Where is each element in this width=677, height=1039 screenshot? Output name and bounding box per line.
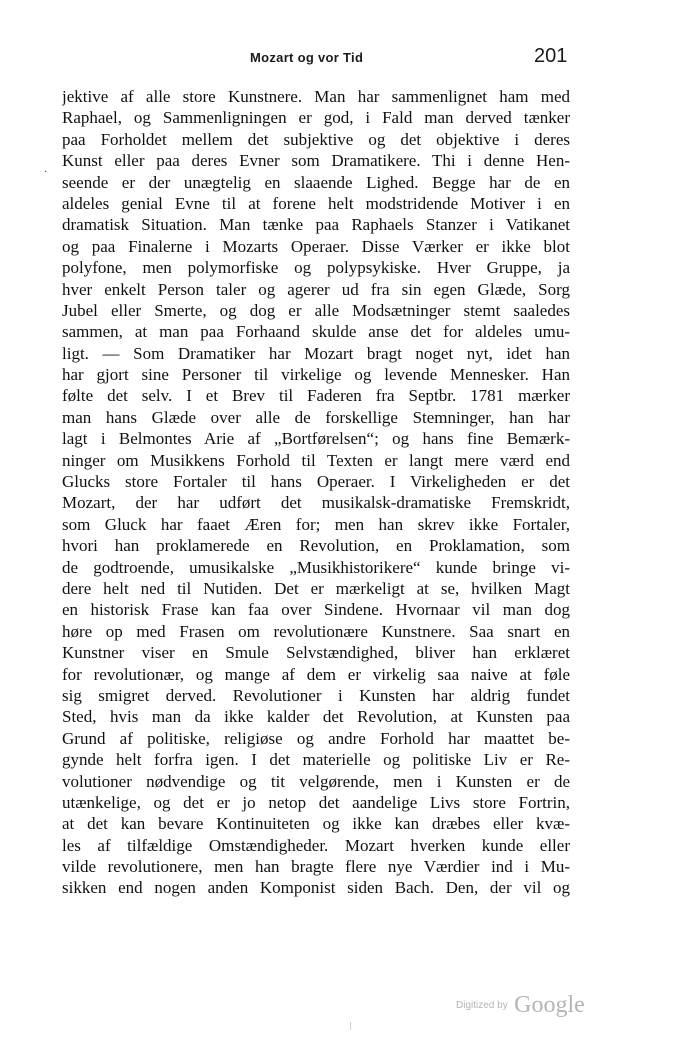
text-line: hver enkelt Person taler og agerer ud fra sin egen Glæde, Sorg <box>62 279 570 299</box>
page-number: 201 <box>534 45 568 67</box>
text-line: dramatisk Situation. Man tænke paa Raphaels Stanzer i Vatikanet <box>62 215 570 235</box>
text-line: sig smigret derved. Revolutioner i Kunsten har aldrig fundet <box>62 685 570 705</box>
page-edge-mark <box>350 1022 351 1030</box>
text-line: ninger om Musikkens Forhold til Texten er langt mere værd end <box>62 450 570 470</box>
text-line: aldeles genial Evne til at forene helt modstridende Motiver i en <box>62 193 570 213</box>
margin-speck: · <box>44 167 48 178</box>
text-line: Sted, hvis man da ikke kalder det Revolution, at Kunsten paa <box>62 707 570 727</box>
text-line: Mozart, der har udført det musikalsk-dramatiske Fremskridt, <box>62 493 570 513</box>
text-line: man hans Glæde over alle de forskellige Stemninger, han har <box>62 407 570 427</box>
text-line: hvori han proklamerede en Revolution, en Proklamation, som <box>62 536 570 556</box>
text-line: Jubel eller Smerte, og dog er alle Modsætninger stemt saaledes <box>62 300 570 320</box>
google-logo: Google <box>514 992 585 1018</box>
text-line: utænkelige, og det er jo netop det aandelige Livs store Fortrin, <box>62 792 570 812</box>
digitized-by-google-watermark <box>456 992 585 1019</box>
text-line: de godtroende, umusikalske „Musikhistorikere“ kunde bringe vi- <box>62 557 570 577</box>
text-line: gynde helt forfra igen. I det materielle og politiske Liv er Re- <box>62 750 570 770</box>
text-line: les af tilfældige Omstændigheder. Mozart hverken kunde eller <box>62 835 570 855</box>
text-line: har gjort sine Personer til virkelige og levende Mennesker. Han <box>62 365 570 385</box>
watermark-prefix: Digitized by <box>456 1000 508 1011</box>
text-line: Glucks store Fortaler til hans Operaer. I Virkeligheden er det <box>62 472 570 492</box>
text-line: sikken end nogen anden Komponist siden Bach. Den, der vil og <box>62 878 570 898</box>
text-line: og paa Finalerne i Mozarts Operaer. Disse Værker er ikke blot <box>62 236 570 256</box>
text-line: en historisk Frase kan faa over Sindene. Hvornaar vil man dog <box>62 600 570 620</box>
text-line: høre op med Frasen om revolutionære Kunstnere. Saa snart en <box>62 621 570 641</box>
text-line: følte det selv. I et Brev til Faderen fra Septbr. 1781 mærker <box>62 386 570 406</box>
text-line: volutioner nødvendige og tit velgørende, men i Kunsten er de <box>62 771 570 791</box>
text-line: jektive af alle store Kunstnere. Man har sammenlignet ham med <box>62 87 570 106</box>
text-line: Kunstner viser en Smule Selvstændighed, bliver han erklæret <box>62 643 570 663</box>
text-line: at det kan bevare Kontinuiteten og ikke kan dræbes eller kvæ- <box>62 814 570 834</box>
text-line: seende er der unægtelig en slaaende Lighed. Begge har de en <box>62 172 570 192</box>
text-line: Raphael, og Sammenligningen er god, i Fald man derved tænker <box>62 108 570 128</box>
text-line: ligt. — Som Dramatiker har Mozart bragt noget nyt, idet han <box>62 343 570 363</box>
text-line: Kunst eller paa deres Evner som Dramatikere. Thi i denne Hen- <box>62 151 570 171</box>
text-line: dere helt ned til Nutiden. Det er mærkeligt at se, hvilken Magt <box>62 578 570 598</box>
text-line: Grund af politiske, religiøse og andre Forhold har maattet be- <box>62 728 570 748</box>
running-title: Mozart og vor Tid <box>250 50 364 65</box>
text-line: for revolutionær, og mange af dem er virkelig saa naive at føle <box>62 664 570 684</box>
text-line: polyfone, men polymorfiske og polypsykiske. Hver Gruppe, ja <box>62 258 570 278</box>
text-line: sammen, at man paa Forhaand skulde anse det for aldeles umu- <box>62 322 570 342</box>
body-text <box>62 86 570 899</box>
text-line: lagt i Belmontes Arie af „Bortførelsen“; og hans fine Bemærk- <box>62 429 570 449</box>
text-line: paa Forholdet mellem det subjektive og det objektive i deres <box>62 129 570 149</box>
text-line: som Gluck har faaet Æren for; men han skrev ikke Fortaler, <box>62 514 570 534</box>
text-line: vilde revolutionere, men han bragte flere nye Værdier ind i Mu- <box>62 857 570 877</box>
